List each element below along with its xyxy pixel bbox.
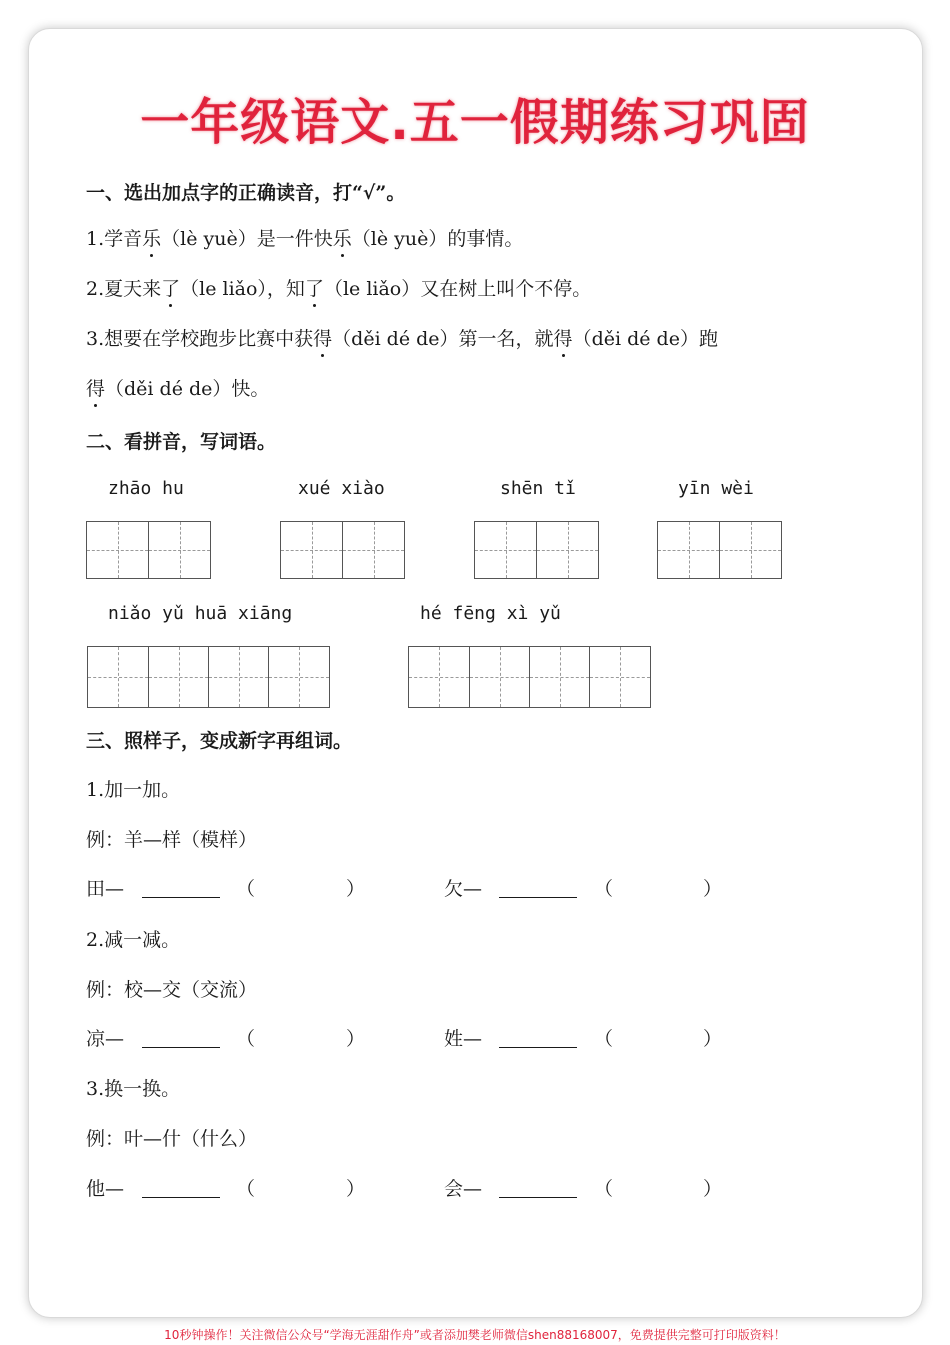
q2-text-a: 2.夏天来 — [86, 278, 162, 300]
grid-cell[interactable] — [343, 522, 404, 578]
pinyin-label: shēn tǐ — [500, 478, 576, 499]
grid-cell[interactable] — [281, 522, 343, 578]
grid-cell[interactable] — [269, 647, 329, 707]
q1-text-a: 1.学音 — [86, 228, 143, 250]
open-paren: （ — [594, 878, 614, 900]
group-label: 2.减一减。 — [86, 929, 181, 951]
question-1-line — [86, 224, 523, 251]
answer-blank[interactable] — [142, 897, 220, 898]
group-label: 1.加一加。 — [86, 779, 181, 801]
grid-cell[interactable] — [720, 522, 781, 578]
answer-blank[interactable] — [499, 1047, 577, 1048]
example-line: 例：校—交（交流） — [86, 979, 258, 1001]
grid-cell[interactable] — [475, 522, 537, 578]
section2-heading: 二、看拼音，写词语。 — [86, 431, 277, 453]
grid-cell[interactable] — [88, 647, 149, 707]
section3-heading: 三、照样子，变成新字再组词。 — [86, 730, 353, 752]
writing-grid-2[interactable] — [280, 521, 405, 579]
open-paren: （ — [236, 1028, 256, 1050]
answer-blank[interactable] — [499, 897, 577, 898]
dotted-char: 乐 — [333, 224, 352, 251]
grid-cell[interactable] — [590, 647, 650, 707]
dotted-char: 得 — [554, 324, 573, 351]
close-paren: ） — [703, 1028, 723, 1050]
open-paren: （ — [236, 1178, 256, 1200]
grid-cell[interactable] — [149, 522, 210, 578]
writing-grid-4[interactable] — [87, 646, 330, 708]
dotted-char: 了 — [305, 274, 324, 301]
section1-heading: 一、选出加点字的正确读音，打“√”。 — [86, 182, 406, 204]
dotted-char: 乐 — [142, 224, 161, 251]
group-label: 3.换一换。 — [86, 1078, 181, 1100]
footer-note: 10秒钟操作！关注微信公众号“学海无涯甜作舟”或者添加樊老师微信shen88168007，免费提供完整可打印版资料！ — [164, 1328, 786, 1342]
open-paren: （ — [594, 1178, 614, 1200]
grid-cell[interactable] — [149, 647, 209, 707]
question-3-line-2 — [86, 374, 269, 401]
writing-grid-2[interactable] — [86, 521, 211, 579]
dotted-char: 得 — [86, 374, 105, 401]
writing-grid-2[interactable] — [657, 521, 782, 579]
grid-cell[interactable] — [470, 647, 530, 707]
grid-cell[interactable] — [658, 522, 720, 578]
grid-cell[interactable] — [537, 522, 598, 578]
close-paren: ） — [703, 1178, 723, 1200]
close-paren: ） — [346, 1178, 366, 1200]
grid-cell[interactable] — [209, 647, 269, 707]
answer-right-char: 姓— — [444, 1028, 483, 1050]
q3-text-e: （děi dé de）跑 — [572, 328, 718, 350]
page-title: 一年级语文.五一假期练习巩固 — [140, 94, 810, 151]
close-paren: ） — [346, 878, 366, 900]
q3-text-g: （děi dé de）快。 — [105, 378, 270, 400]
writing-grid-4[interactable] — [408, 646, 651, 708]
dotted-char: 了 — [161, 274, 180, 301]
grid-cell[interactable] — [87, 522, 149, 578]
question-2-line — [86, 274, 591, 301]
answer-blank[interactable] — [142, 1047, 220, 1048]
dotted-char: 得 — [313, 324, 332, 351]
close-paren: ） — [346, 1028, 366, 1050]
pinyin-label: zhāo hu — [108, 478, 184, 499]
answer-right-char: 会— — [444, 1178, 483, 1200]
question-3-line — [86, 324, 718, 351]
q2-text-c: （le liǎo），知 — [180, 278, 305, 300]
open-paren: （ — [236, 878, 256, 900]
answer-left-char: 田— — [86, 878, 125, 900]
pinyin-label: hé fēng xì yǔ — [420, 603, 561, 624]
q1-text-e: （lè yuè）的事情。 — [351, 228, 524, 250]
example-line: 例：羊—样（模样） — [86, 829, 258, 851]
pinyin-label: xué xiào — [298, 478, 385, 499]
grid-cell[interactable] — [409, 647, 470, 707]
open-paren: （ — [594, 1028, 614, 1050]
q3-text-c: （děi dé de）第一名，就 — [332, 328, 554, 350]
q1-text-c: （lè yuè）是一件快 — [161, 228, 333, 250]
example-line: 例：叶—什（什么） — [86, 1128, 258, 1150]
pinyin-label: yīn wèi — [678, 478, 754, 499]
answer-blank[interactable] — [142, 1197, 220, 1198]
answer-right-char: 欠— — [444, 878, 483, 900]
close-paren: ） — [703, 878, 723, 900]
q3-text-a: 3.想要在学校跑步比赛中获 — [86, 328, 314, 350]
answer-left-char: 凉— — [86, 1028, 125, 1050]
writing-grid-2[interactable] — [474, 521, 599, 579]
pinyin-label: niǎo yǔ huā xiāng — [108, 603, 293, 624]
q2-text-e: （le liǎo）又在树上叫个不停。 — [323, 278, 592, 300]
answer-left-char: 他— — [86, 1178, 125, 1200]
answer-blank[interactable] — [499, 1197, 577, 1198]
grid-cell[interactable] — [530, 647, 590, 707]
